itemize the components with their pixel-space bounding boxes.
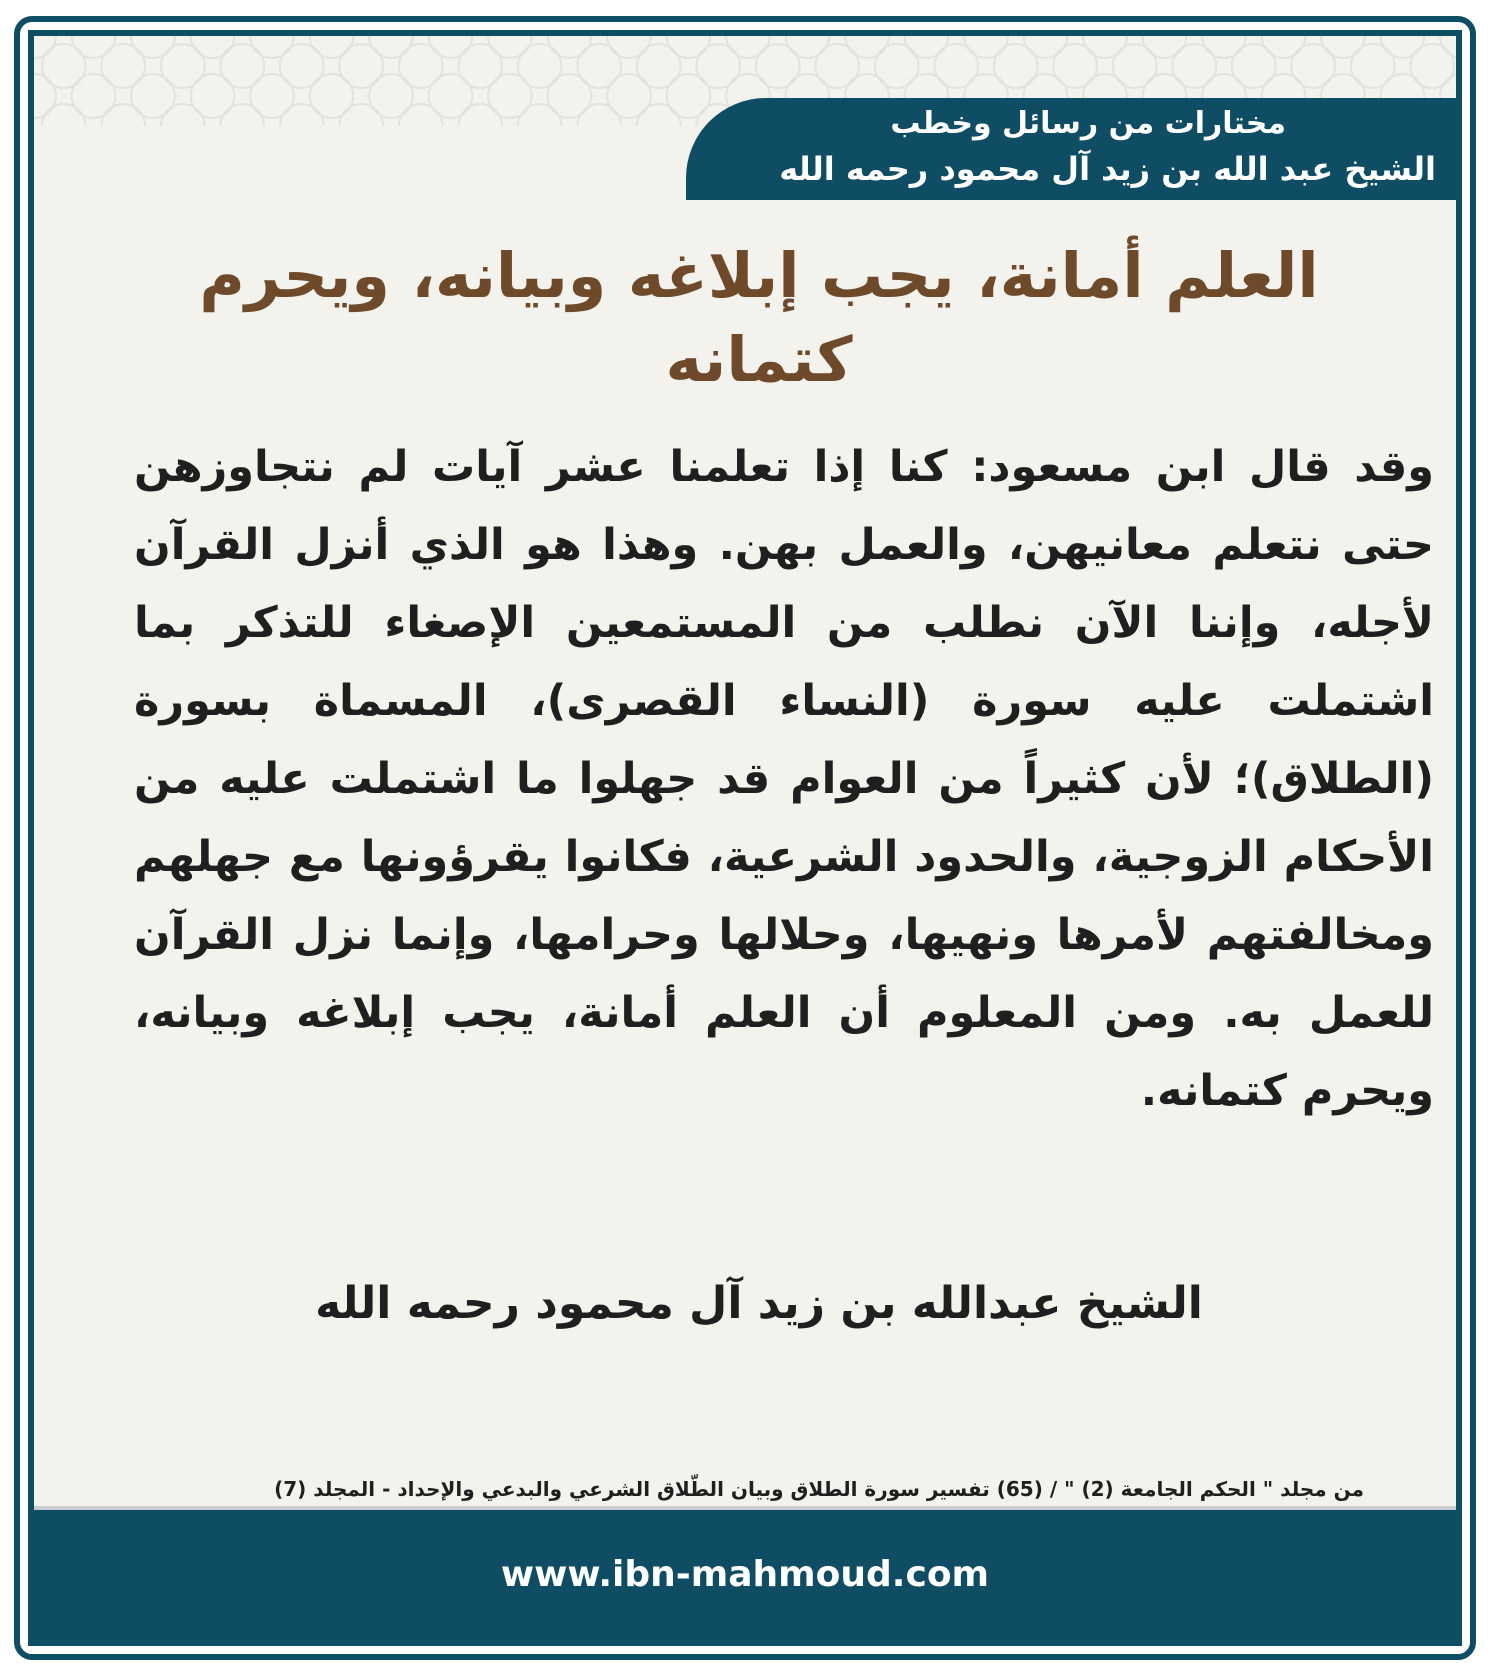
source-citation: من مجلد " الحكم الجامعة (2) " / (65) تفسير سورة الطلاق وبيان الطّلاق الشرعي والبدعي والإحداد - المجلد (7) [274,1477,1364,1501]
article-title: العلم أمانة، يجب إبلاغه وبيانه، ويحرم كتمانه [199,239,1319,396]
author-signature: الشيخ عبدالله بن زيد آل محمود رحمه الله [315,1278,1203,1329]
footer-bar [34,1510,1456,1640]
article-body: وقد قال ابن مسعود: كنا إذا تعلمنا عشر آيات لم نتجاوزهن حتى نتعلم معانيهن، والعمل بهن. وهذا هو الذي أنزل القرآن لأجله، وإننا الآن نطلب من المستمعين الإصغاء للتذكر بما اشتملت عليه سورة (النساء القصرى)، المسماة بسورة (الطلاق)؛ لأن كثيراً من العوام قد جهلوا ما اشتملت عليه من الأحكام الزوجية، والحدود الشرعية، فكانوا يقرؤونها مع جهلهم ومخالفتهم لأمرها ونهيها، وحلالها وحرامها، وإنما نزل القرآن للعمل به. ومن المعلوم أن العلم أمانة، يجب إبلاغه وبيانه، ويحرم كتمانه. [134,442,1434,1116]
series-banner [686,98,1456,200]
series-title: مختارات من رسائل وخطب [890,106,1286,141]
website-link[interactable]: www.ibn-mahmoud.com [500,1554,990,1595]
series-author: الشيخ عبد الله بن زيد آل محمود رحمه الله [779,150,1436,188]
content-card [28,30,1462,1646]
